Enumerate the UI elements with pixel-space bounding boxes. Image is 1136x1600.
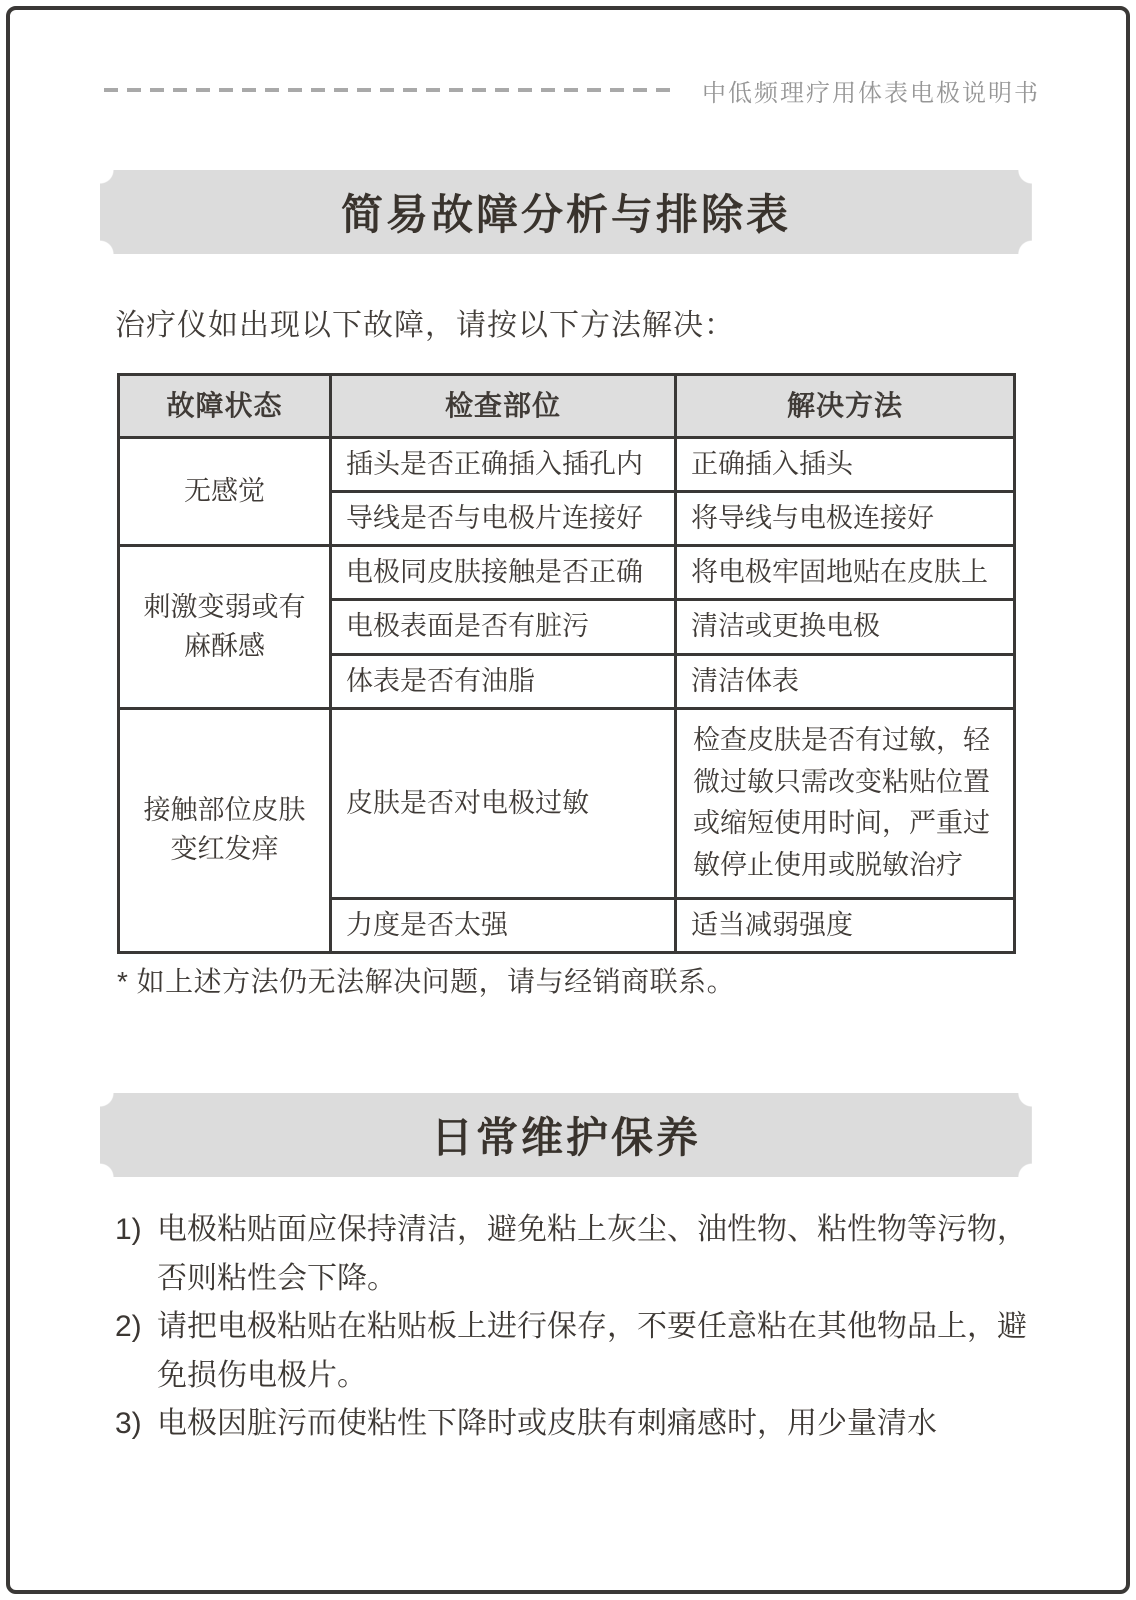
check-cell: 导线是否与电极片连接好 bbox=[331, 492, 676, 546]
check-cell: 电极同皮肤接触是否正确 bbox=[331, 546, 676, 600]
solution-cell: 正确插入插头 bbox=[676, 438, 1015, 492]
list-item-text: 电极因脏污而使粘性下降时或皮肤有刺痛感时，用少量清水 bbox=[157, 1407, 937, 1441]
col-header-check-part: 检查部位 bbox=[331, 375, 676, 438]
intro-text: 治疗仪如出现以下故障，请按以下方法解决： bbox=[115, 309, 735, 342]
col-header-solution: 解决方法 bbox=[676, 375, 1015, 438]
doc-header bbox=[104, 74, 1040, 106]
fault-state-cell: 接触部位皮肤变红发痒 bbox=[119, 708, 331, 953]
table-footnote: * 如上述方法仍无法解决问题，请与经销商联系。 bbox=[117, 966, 736, 997]
list-item-text: 请把电极粘贴在粘贴板上进行保存，不要任意粘在其他物品上，避免损伤电极片。 bbox=[157, 1310, 1027, 1392]
section-title: 简易故障分析与排除表 bbox=[340, 191, 791, 238]
solution-cell: 检查皮肤是否有过敏，轻微过敏只需改变粘贴位置或缩短使用时间，严重过敏停止使用或脱敏治疗 bbox=[676, 708, 1015, 898]
doc-title: 中低频理疗用体表电极说明书 bbox=[702, 79, 1040, 107]
list-item-number: 1) bbox=[115, 1213, 142, 1246]
troubleshooting-table bbox=[117, 373, 1016, 954]
solution-cell: 将电极牢固地贴在皮肤上 bbox=[676, 546, 1015, 600]
list-item bbox=[115, 1206, 1040, 1303]
solution-cell: 将导线与电极连接好 bbox=[676, 492, 1015, 546]
fault-state-cell: 刺激变弱或有麻酥感 bbox=[119, 546, 331, 708]
table-row bbox=[119, 546, 1015, 600]
col-header-fault-state: 故障状态 bbox=[119, 375, 331, 438]
section-title: 日常维护保养 bbox=[430, 1114, 701, 1161]
solution-cell: 适当减弱强度 bbox=[676, 899, 1015, 953]
fault-state-cell: 无感觉 bbox=[119, 438, 331, 546]
list-item-number: 2) bbox=[115, 1310, 142, 1344]
list-item-number: 3) bbox=[115, 1407, 142, 1441]
list-item bbox=[115, 1400, 1040, 1449]
dashed-rule bbox=[104, 88, 678, 92]
table-header-row bbox=[119, 375, 1015, 438]
list-item bbox=[115, 1303, 1040, 1400]
list-item-text: 电极粘贴面应保持清洁，避免粘上灰尘、油性物、粘性物等污物，否则粘性会下降。 bbox=[157, 1213, 1027, 1295]
table-row bbox=[119, 438, 1015, 492]
table-row bbox=[119, 708, 1015, 898]
maintenance-list bbox=[115, 1206, 1040, 1449]
check-cell: 体表是否有油脂 bbox=[331, 654, 676, 708]
check-cell: 力度是否太强 bbox=[331, 899, 676, 953]
check-cell: 插头是否正确插入插孔内 bbox=[331, 438, 676, 492]
check-cell: 电极表面是否有脏污 bbox=[331, 600, 676, 654]
section-banner-maintenance bbox=[100, 1093, 1032, 1177]
section-banner-troubleshooting bbox=[100, 170, 1032, 254]
check-cell: 皮肤是否对电极过敏 bbox=[331, 708, 676, 898]
solution-cell: 清洁体表 bbox=[676, 654, 1015, 708]
solution-cell: 清洁或更换电极 bbox=[676, 600, 1015, 654]
